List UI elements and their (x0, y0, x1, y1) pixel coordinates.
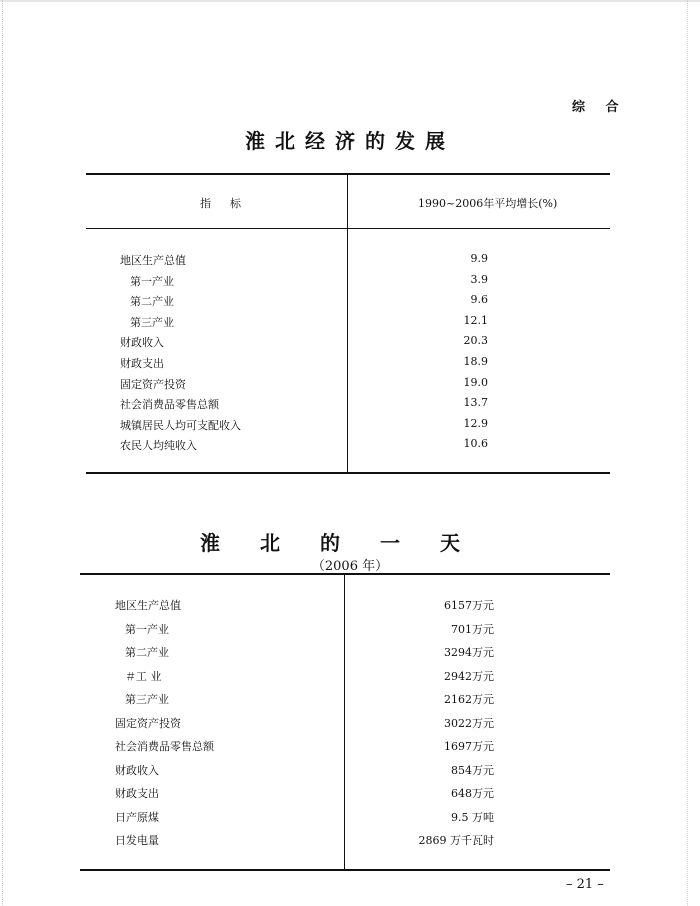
table1-header-rule (86, 228, 610, 229)
table1-bottom-rule (86, 472, 610, 474)
table-row-label: 社会消费品零售总额 (115, 740, 214, 753)
table-row-label: 日发电量 (115, 834, 159, 847)
table-row-label: 固定资产投资 (120, 377, 186, 391)
table1-header-indicator: 指 标 (200, 197, 245, 210)
table-row-value: 20.3 (463, 334, 488, 348)
table-row-value: 18.9 (463, 355, 488, 368)
table-row-label: 财政支出 (120, 357, 164, 370)
table-row-label: 财政收入 (120, 336, 164, 350)
scan-top-edge (0, 0, 700, 2)
table-row-value: 701万元 (451, 622, 494, 636)
table-row-label: 第一产业 (125, 622, 169, 636)
table1-column-divider (347, 173, 348, 473)
table-row-value: 2162万元 (444, 693, 494, 706)
table-row-label: 固定资产投资 (115, 716, 181, 730)
table-row-value: 6157万元 (444, 599, 494, 612)
table-row-value: 3022万元 (444, 716, 494, 730)
table-row-value: 13.7 (463, 396, 488, 410)
table-row-label: 日产原煤 (115, 810, 159, 824)
table-row-value: 854万元 (451, 763, 494, 777)
table-row-label: 农民人均纯收入 (120, 439, 197, 453)
table-row-label: 第三产业 (130, 315, 174, 329)
table-row-label: 财政支出 (115, 787, 159, 800)
table-row-label: 财政收入 (115, 763, 159, 777)
table-row-value: 3294万元 (444, 646, 494, 659)
section-tag: 综 合 (572, 100, 627, 115)
table2-column-divider (344, 573, 345, 870)
table-row-value: 648万元 (451, 787, 494, 800)
table-row-label: 第三产业 (125, 693, 169, 706)
table2-bottom-rule (80, 869, 610, 871)
table-row-label: 第一产业 (130, 274, 174, 288)
table-row-value: 19.0 (463, 375, 488, 389)
table-row-label: 城镇居民人均可支配收入 (120, 418, 241, 432)
table-row-value: 1697万元 (444, 740, 494, 753)
table-row-label: 地区生产总值 (120, 254, 186, 267)
table1-title: 淮北经济的发展 (245, 129, 455, 153)
table-row-value: 10.6 (463, 437, 488, 451)
table2-title: 淮北的一天 (200, 531, 500, 555)
table-row-label: 社会消费品零售总额 (120, 398, 219, 412)
table-row-value: 12.1 (463, 313, 488, 327)
table2-subtitle: （2006 年） (311, 559, 389, 574)
table1-top-rule (86, 173, 610, 175)
table-row-value: 12.9 (463, 416, 488, 430)
table-row-value: 9.6 (470, 293, 488, 307)
table-row-label: 地区生产总值 (115, 599, 181, 612)
table1-header-value: 1990~2006年平均增长(%) (418, 197, 558, 210)
table-row-value: 2942万元 (444, 669, 494, 683)
table-row-value: 9.5 万吨 (451, 810, 494, 824)
table-row-value: 2869 万千瓦时 (418, 834, 494, 847)
table-row-label: 第二产业 (125, 646, 169, 659)
table-row-label: 第二产业 (130, 295, 174, 309)
table2-top-rule (80, 573, 610, 575)
page-number: – 21 – (566, 877, 604, 892)
table-row-label: ＃工 业 (125, 669, 162, 683)
table-row-value: 9.9 (470, 252, 488, 265)
table-row-value: 3.9 (470, 272, 488, 286)
